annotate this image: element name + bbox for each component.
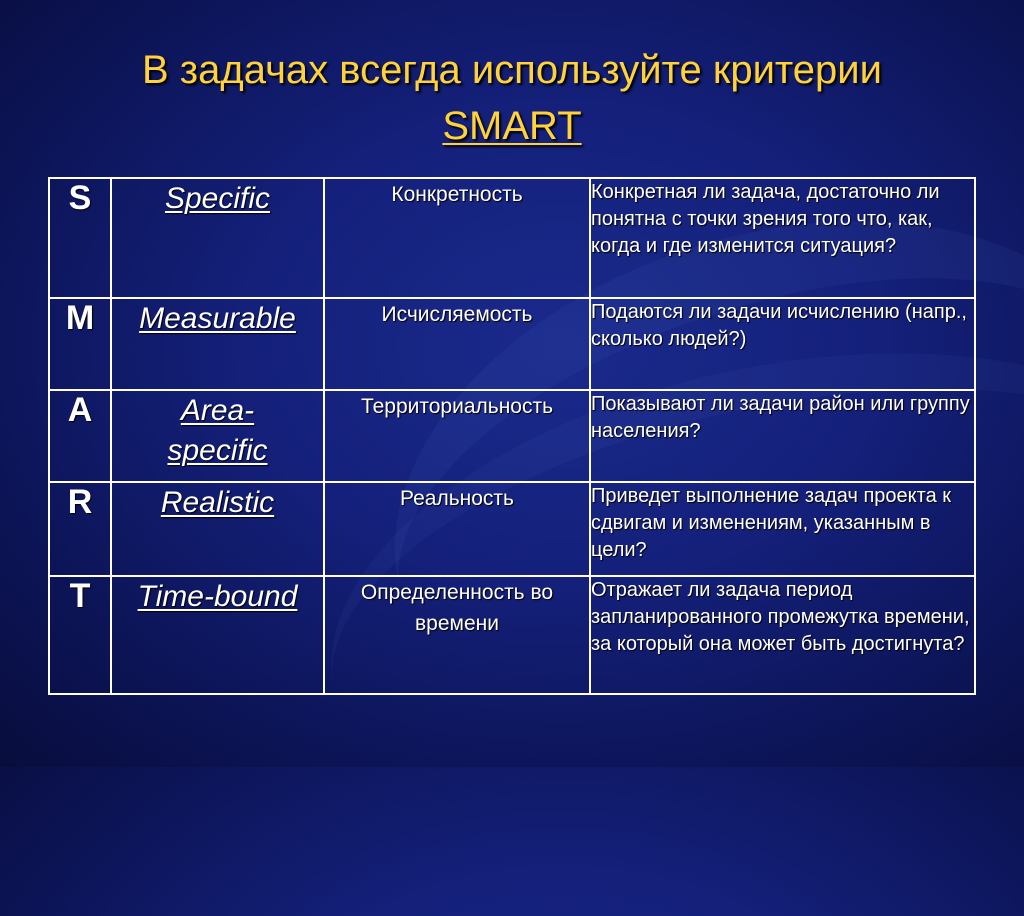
row-term: Measurable <box>111 298 324 389</box>
row-translation: Определенность во времени <box>324 576 590 695</box>
row-description: Подаются ли задачи исчислению (напр., сколько людей?) <box>590 298 975 389</box>
row-letter: R <box>49 482 111 575</box>
row-term: Realistic <box>111 482 324 575</box>
smart-criteria-table <box>48 177 976 695</box>
title-smart: SMART <box>442 104 582 148</box>
table-row <box>49 390 975 482</box>
row-term: Time-bound <box>111 576 324 695</box>
slide-title <box>0 42 1024 154</box>
table-row <box>49 298 975 389</box>
row-letter: S <box>49 178 111 298</box>
row-letter: T <box>49 576 111 695</box>
row-letter: M <box>49 298 111 389</box>
row-term: Area-specific <box>111 390 324 482</box>
row-letter: A <box>49 390 111 482</box>
row-translation: Исчисляемость <box>324 298 590 389</box>
row-description: Конкретная ли задача, достаточно ли понятна с точки зрения того что, как, когда и где изменится ситуация? <box>590 178 975 298</box>
table-row <box>49 576 975 695</box>
title-line-1: В задачах всегда используйте критерии <box>142 48 882 92</box>
row-term: Specific <box>111 178 324 298</box>
table-row <box>49 178 975 298</box>
row-description: Отражает ли задача период запланированного промежутка времени, за который она может быть достигнута? <box>590 576 975 695</box>
row-description: Показывают ли задачи район или группу населения? <box>590 390 975 482</box>
row-translation: Конкретность <box>324 178 590 298</box>
row-translation: Реальность <box>324 482 590 575</box>
row-description: Приведет выполнение задач проекта к сдвигам и изменениям, указанным в цели? <box>590 482 975 575</box>
table-row <box>49 482 975 575</box>
row-translation: Территориальность <box>324 390 590 482</box>
